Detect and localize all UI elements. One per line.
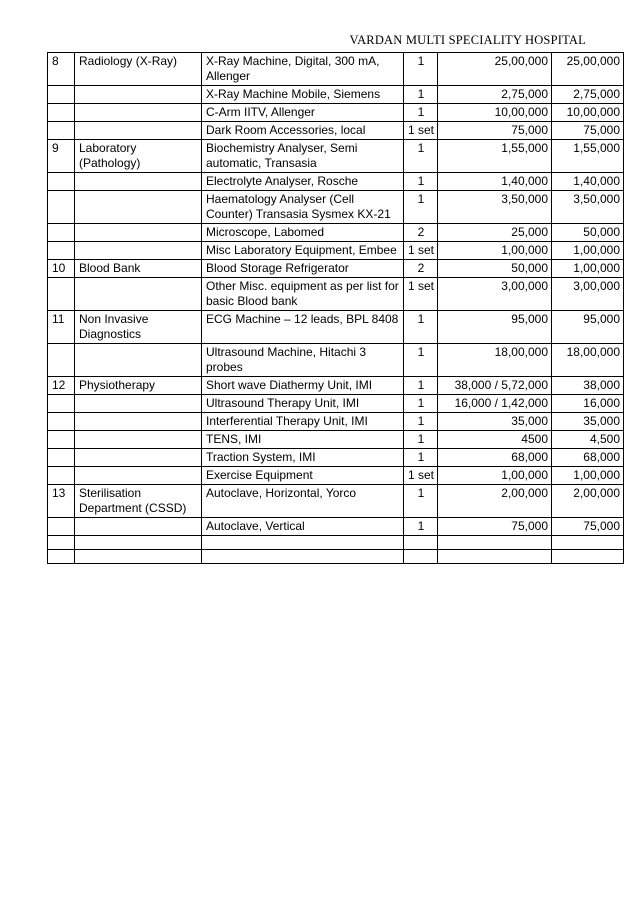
- department-cell: [75, 431, 202, 449]
- table-row: [48, 431, 624, 449]
- quantity-cell: 1 set: [404, 467, 438, 485]
- table-row: [48, 311, 624, 344]
- table-row: [48, 173, 624, 191]
- item-number-cell: [48, 550, 75, 564]
- equipment-cell: X-Ray Machine, Digital, 300 mA, Allenger: [202, 53, 404, 86]
- table-row: [48, 53, 624, 86]
- total-cell: 75,000: [552, 122, 624, 140]
- equipment-cell: Ultrasound Therapy Unit, IMI: [202, 395, 404, 413]
- department-cell: [75, 449, 202, 467]
- total-cell: 16,000: [552, 395, 624, 413]
- quantity-cell: [404, 550, 438, 564]
- rate-cell: 25,000: [438, 224, 552, 242]
- item-number-cell: [48, 191, 75, 224]
- table-row: [48, 122, 624, 140]
- equipment-cell: Other Misc. equipment as per list for basic Blood bank: [202, 278, 404, 311]
- quantity-cell: 1: [404, 191, 438, 224]
- item-number-cell: [48, 467, 75, 485]
- total-cell: 1,00,000: [552, 467, 624, 485]
- rate-cell: 10,00,000: [438, 104, 552, 122]
- item-number-cell: 10: [48, 260, 75, 278]
- total-cell: 1,40,000: [552, 173, 624, 191]
- department-cell: [75, 104, 202, 122]
- quantity-cell: 1 set: [404, 278, 438, 311]
- table-row: [48, 413, 624, 431]
- department-cell: Non Invasive Diagnostics: [75, 311, 202, 344]
- equipment-cell: Autoclave, Horizontal, Yorco: [202, 485, 404, 518]
- quantity-cell: 1 set: [404, 242, 438, 260]
- equipment-cell: Blood Storage Refrigerator: [202, 260, 404, 278]
- department-cell: [75, 278, 202, 311]
- total-cell: 38,000: [552, 377, 624, 395]
- equipment-cell: Interferential Therapy Unit, IMI: [202, 413, 404, 431]
- department-cell: [75, 86, 202, 104]
- department-cell: [75, 518, 202, 536]
- quantity-cell: 1: [404, 104, 438, 122]
- department-cell: [75, 550, 202, 564]
- item-number-cell: 12: [48, 377, 75, 395]
- rate-cell: 1,40,000: [438, 173, 552, 191]
- total-cell: 4,500: [552, 431, 624, 449]
- rate-cell: [438, 550, 552, 564]
- rate-cell: 1,00,000: [438, 467, 552, 485]
- item-number-cell: 11: [48, 311, 75, 344]
- quantity-cell: 1: [404, 518, 438, 536]
- quantity-cell: 1: [404, 395, 438, 413]
- item-number-cell: [48, 224, 75, 242]
- department-cell: Laboratory (Pathology): [75, 140, 202, 173]
- total-cell: 3,00,000: [552, 278, 624, 311]
- item-number-cell: [48, 278, 75, 311]
- rate-cell: 16,000 / 1,42,000: [438, 395, 552, 413]
- item-number-cell: [48, 344, 75, 377]
- equipment-table: [47, 52, 624, 564]
- page-header-hospital-name: VARDAN MULTI SPECIALITY HOSPITAL: [349, 33, 586, 47]
- department-cell: Blood Bank: [75, 260, 202, 278]
- equipment-cell: Dark Room Accessories, local: [202, 122, 404, 140]
- department-cell: Physiotherapy: [75, 377, 202, 395]
- equipment-cell: C-Arm IITV, Allenger: [202, 104, 404, 122]
- table-row: [48, 242, 624, 260]
- total-cell: 1,00,000: [552, 260, 624, 278]
- total-cell: 3,50,000: [552, 191, 624, 224]
- table-row: [48, 518, 624, 536]
- rate-cell: 35,000: [438, 413, 552, 431]
- item-number-cell: [48, 413, 75, 431]
- table-row: [48, 86, 624, 104]
- rate-cell: 4500: [438, 431, 552, 449]
- rate-cell: 75,000: [438, 122, 552, 140]
- department-cell: Sterilisation Department (CSSD): [75, 485, 202, 518]
- total-cell: 75,000: [552, 518, 624, 536]
- equipment-cell: Autoclave, Vertical: [202, 518, 404, 536]
- rate-cell: 18,00,000: [438, 344, 552, 377]
- equipment-cell: Haematology Analyser (Cell Counter) Transasia Sysmex KX-21: [202, 191, 404, 224]
- total-cell: 2,75,000: [552, 86, 624, 104]
- department-cell: [75, 413, 202, 431]
- quantity-cell: 1: [404, 377, 438, 395]
- quantity-cell: 1: [404, 413, 438, 431]
- rate-cell: 50,000: [438, 260, 552, 278]
- table-row: [48, 344, 624, 377]
- equipment-cell: Exercise Equipment: [202, 467, 404, 485]
- item-number-cell: [48, 449, 75, 467]
- total-cell: 18,00,000: [552, 344, 624, 377]
- table-row: [48, 395, 624, 413]
- equipment-cell: [202, 536, 404, 550]
- rate-cell: 95,000: [438, 311, 552, 344]
- rate-cell: 2,00,000: [438, 485, 552, 518]
- item-number-cell: 13: [48, 485, 75, 518]
- quantity-cell: 2: [404, 260, 438, 278]
- equipment-cell: Short wave Diathermy Unit, IMI: [202, 377, 404, 395]
- equipment-cell: [202, 550, 404, 564]
- equipment-table-body: [48, 53, 624, 564]
- rate-cell: 3,50,000: [438, 191, 552, 224]
- equipment-cell: Biochemistry Analyser, Semi automatic, Transasia: [202, 140, 404, 173]
- equipment-cell: TENS, IMI: [202, 431, 404, 449]
- quantity-cell: 1: [404, 344, 438, 377]
- rate-cell: 68,000: [438, 449, 552, 467]
- item-number-cell: [48, 242, 75, 260]
- quantity-cell: 1: [404, 311, 438, 344]
- total-cell: [552, 536, 624, 550]
- item-number-cell: [48, 104, 75, 122]
- item-number-cell: [48, 518, 75, 536]
- department-cell: [75, 191, 202, 224]
- department-cell: [75, 344, 202, 377]
- item-number-cell: [48, 173, 75, 191]
- rate-cell: 25,00,000: [438, 53, 552, 86]
- quantity-cell: 1: [404, 140, 438, 173]
- department-cell: [75, 536, 202, 550]
- department-cell: [75, 242, 202, 260]
- rate-cell: 1,00,000: [438, 242, 552, 260]
- total-cell: 25,00,000: [552, 53, 624, 86]
- rate-cell: 3,00,000: [438, 278, 552, 311]
- table-row: [48, 224, 624, 242]
- department-cell: Radiology (X-Ray): [75, 53, 202, 86]
- table-row: [48, 104, 624, 122]
- quantity-cell: 1: [404, 53, 438, 86]
- item-number-cell: [48, 86, 75, 104]
- rate-cell: 2,75,000: [438, 86, 552, 104]
- total-cell: [552, 550, 624, 564]
- total-cell: 50,000: [552, 224, 624, 242]
- item-number-cell: [48, 536, 75, 550]
- department-cell: [75, 122, 202, 140]
- equipment-cell: ECG Machine – 12 leads, BPL 8408: [202, 311, 404, 344]
- department-cell: [75, 395, 202, 413]
- item-number-cell: 8: [48, 53, 75, 86]
- item-number-cell: [48, 395, 75, 413]
- quantity-cell: 2: [404, 224, 438, 242]
- table-row: [48, 536, 624, 550]
- equipment-cell: Microscope, Labomed: [202, 224, 404, 242]
- department-cell: [75, 173, 202, 191]
- total-cell: 68,000: [552, 449, 624, 467]
- department-cell: [75, 467, 202, 485]
- total-cell: 2,00,000: [552, 485, 624, 518]
- total-cell: 1,55,000: [552, 140, 624, 173]
- rate-cell: 75,000: [438, 518, 552, 536]
- equipment-cell: Misc Laboratory Equipment, Embee: [202, 242, 404, 260]
- total-cell: 35,000: [552, 413, 624, 431]
- table-row: [48, 485, 624, 518]
- table-row: [48, 377, 624, 395]
- quantity-cell: 1 set: [404, 122, 438, 140]
- table-row: [48, 449, 624, 467]
- table-row: [48, 140, 624, 173]
- item-number-cell: 9: [48, 140, 75, 173]
- quantity-cell: 1: [404, 485, 438, 518]
- item-number-cell: [48, 431, 75, 449]
- quantity-cell: 1: [404, 173, 438, 191]
- item-number-cell: [48, 122, 75, 140]
- table-row: [48, 278, 624, 311]
- total-cell: 10,00,000: [552, 104, 624, 122]
- total-cell: 1,00,000: [552, 242, 624, 260]
- quantity-cell: [404, 536, 438, 550]
- department-cell: [75, 224, 202, 242]
- table-row: [48, 260, 624, 278]
- equipment-cell: Ultrasound Machine, Hitachi 3 probes: [202, 344, 404, 377]
- equipment-cell: Traction System, IMI: [202, 449, 404, 467]
- quantity-cell: 1: [404, 431, 438, 449]
- rate-cell: 1,55,000: [438, 140, 552, 173]
- equipment-cell: X-Ray Machine Mobile, Siemens: [202, 86, 404, 104]
- quantity-cell: 1: [404, 449, 438, 467]
- rate-cell: [438, 536, 552, 550]
- table-row: [48, 467, 624, 485]
- table-row: [48, 191, 624, 224]
- rate-cell: 38,000 / 5,72,000: [438, 377, 552, 395]
- table-row: [48, 550, 624, 564]
- quantity-cell: 1: [404, 86, 438, 104]
- total-cell: 95,000: [552, 311, 624, 344]
- equipment-cell: Electrolyte Analyser, Rosche: [202, 173, 404, 191]
